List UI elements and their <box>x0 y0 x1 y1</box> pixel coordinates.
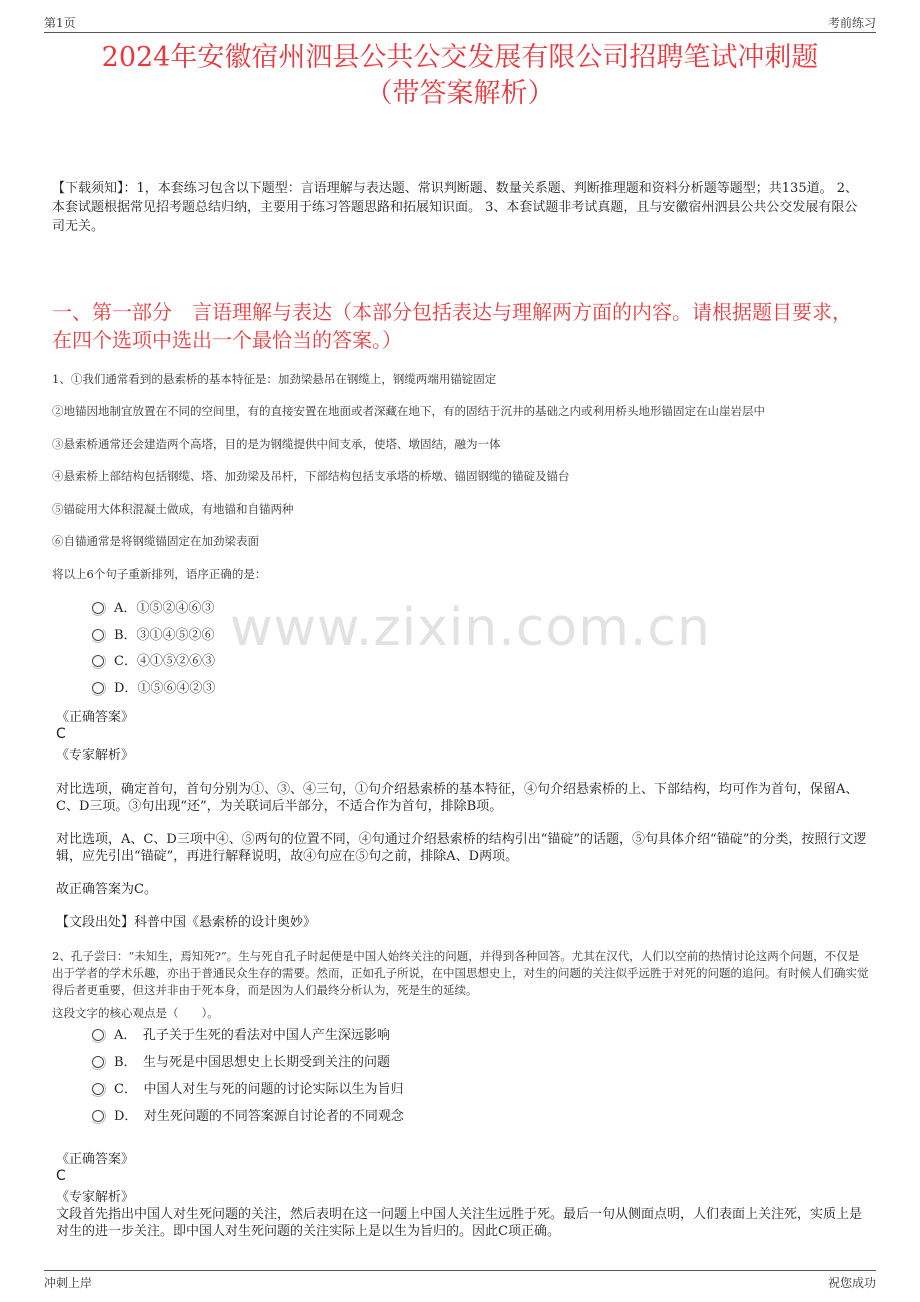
q1-sentence-4: ④悬索桥上部结构包括钢缆、塔、加劲梁及吊杆，下部结构包括支承塔的桥墩、锚固钢缆的锚碇及锚台 <box>52 469 570 483</box>
footer-right: 祝您成功 <box>827 1276 876 1290</box>
header-label: 考前练习 <box>827 16 876 30</box>
q1-sentence-5: ⑤锚碇用大体积混凝土做成，有地锚和自锚两种 <box>52 502 294 516</box>
title-line-2: （带答案解析） <box>365 78 555 109</box>
radio-icon[interactable] <box>92 602 104 614</box>
q1-option-a[interactable] <box>92 600 214 618</box>
q1-answer-label: 《正确答案》 <box>56 710 135 725</box>
q1-analysis-2: 对比选项，A、C、D三项中④、⑤两句的位置不同，④句通过介绍悬索桥的结构引出“锚碇”的话题，⑤句具体介绍“锚碇”的分类，按照行文逻辑，应先引出“锚碇”，再进行解释说明，故④句应在⑤句之前，排除A、D两项。 <box>56 832 867 864</box>
watermark: www.zixin.com.cn <box>230 598 711 658</box>
radio-icon[interactable] <box>92 629 104 641</box>
radio-icon[interactable] <box>92 655 104 667</box>
option-label: C．④①⑤②⑥③ <box>114 654 215 669</box>
option-label: B．③①④⑤②⑥ <box>114 628 215 643</box>
q1-sentence-2: ②地锚因地制宜放置在不同的空间里，有的直接安置在地面或者深藏在地下，有的固结于沉井的基础之内或利用桥头地形锚固定在山崖岩层中 <box>52 404 765 418</box>
q2-option-b[interactable] <box>92 1054 390 1072</box>
radio-icon[interactable] <box>92 1083 104 1095</box>
q1-prompt: 将以上6个句子重新排列，语序正确的是： <box>52 567 267 581</box>
page-header <box>44 12 876 33</box>
q2-analysis: 文段首先指出中国人对生死问题的关注，然后表明在这一问题上中国人关注生远胜于死。最后一句从侧面点明，人们表面上关注死，实质上是对生的进一步关注。即中国人对生死问题的关注实际上是以生为旨归的。因此C项正确。 <box>56 1207 863 1239</box>
title-line-1: 2024年安徽宿州泗县公共公交发展有限公司招聘笔试冲刺题 <box>101 42 819 73</box>
radio-icon[interactable] <box>92 682 104 694</box>
q1-source: 【文段出处】科普中国《悬索桥的设计奥妙》 <box>56 915 317 930</box>
q2-answer: C <box>56 1168 66 1184</box>
option-label: C． 中国人对生与死的问题的讨论实际以生为旨归 <box>114 1082 404 1097</box>
radio-icon[interactable] <box>92 1029 104 1041</box>
q1-sentence-1: 1、①我们通常看到的悬索桥的基本特征是：加劲梁悬吊在钢缆上，钢缆两端用锚锭固定 <box>52 372 497 386</box>
q1-sentence-3: ③悬索桥通常还会建造两个高塔，目的是为钢缆提供中间支承，使塔、墩固结，融为一体 <box>52 437 501 451</box>
q1-sentence-6: ⑥自锚通常是将钢缆锚固定在加劲梁表面 <box>52 534 259 548</box>
q2-option-c[interactable] <box>92 1081 403 1099</box>
q2-analysis-label: 《专家解析》 <box>56 1190 135 1205</box>
q1-option-d[interactable] <box>92 680 215 698</box>
q2-answer-label: 《正确答案》 <box>56 1152 135 1167</box>
download-notice: 【下载须知】：1，本套练习包含以下题型：言语理解与表达题、常识判断题、数量关系题、判断推理题和资料分析题等题型；共135道。 2、本套试题根据常见招考题总结归纳，主要用于练习答题思路和拓展知识面。 3、本套试题非考试真题，且与安徽宿州泗县公共公交发展有限公司无关。 <box>52 181 858 234</box>
radio-icon[interactable] <box>92 1110 104 1122</box>
q1-analysis-1: 对比选项，确定首句，首句分别为①、③、④三句，①句介绍悬索桥的基本特征，④句介绍悬索桥的上、下部结构，均可作为首句，保留A、C、D三项。③句出现“还”，为关联词后半部分，不适合作为首句，排除B项。 <box>56 782 859 814</box>
q2-prompt: 这段文字的核心观点是（ ）。 <box>52 1006 219 1020</box>
document-title <box>44 40 876 112</box>
q2-option-a[interactable] <box>92 1027 390 1045</box>
q1-analysis-3: 故正确答案为C。 <box>56 882 157 897</box>
page-footer <box>44 1270 876 1293</box>
q1-option-c[interactable] <box>92 653 215 671</box>
q1-analysis-label: 《专家解析》 <box>56 748 135 763</box>
option-label: D． 对生死问题的不同答案源自讨论者的不同观念 <box>114 1109 404 1124</box>
option-label: A．①⑤②④⑥③ <box>114 601 215 616</box>
option-label: A． 孔子关于生死的看法对中国人产生深远影响 <box>114 1028 390 1043</box>
footer-left: 冲刺上岸 <box>44 1276 93 1290</box>
section-heading: 一、第一部分 言语理解与表达（本部分包括表达与理解两方面的内容。请根据题目要求，在四个选项中选出一个最恰当的答案。） <box>52 300 852 352</box>
q1-option-b[interactable] <box>92 627 215 645</box>
q2-stem: 2、孔子尝曰：“未知生，焉知死?”。生与死自孔子时起便是中国人始终关注的问题，并得到各种回答。尤其在汉代，人们以空前的热情讨论这两个问题，不仅是出于学者的学术乐趣，亦出于普通民众生存的需要。然而，正如孔子所说，在中国思想史上，对生的问题的关注似乎远胜于对死的问题的追问。有时候人们确实觉得后者更重要，但这并非由于死本身，而是因为人们最终分析认为，死是生的延续。 <box>52 949 869 997</box>
option-label: D．①⑤⑥④②③ <box>114 681 216 696</box>
option-label: B． 生与死是中国思想史上长期受到关注的问题 <box>114 1055 391 1070</box>
radio-icon[interactable] <box>92 1056 104 1068</box>
q2-option-d[interactable] <box>92 1108 404 1126</box>
q1-answer: C <box>56 726 66 742</box>
page-number: 第1页 <box>44 16 76 30</box>
